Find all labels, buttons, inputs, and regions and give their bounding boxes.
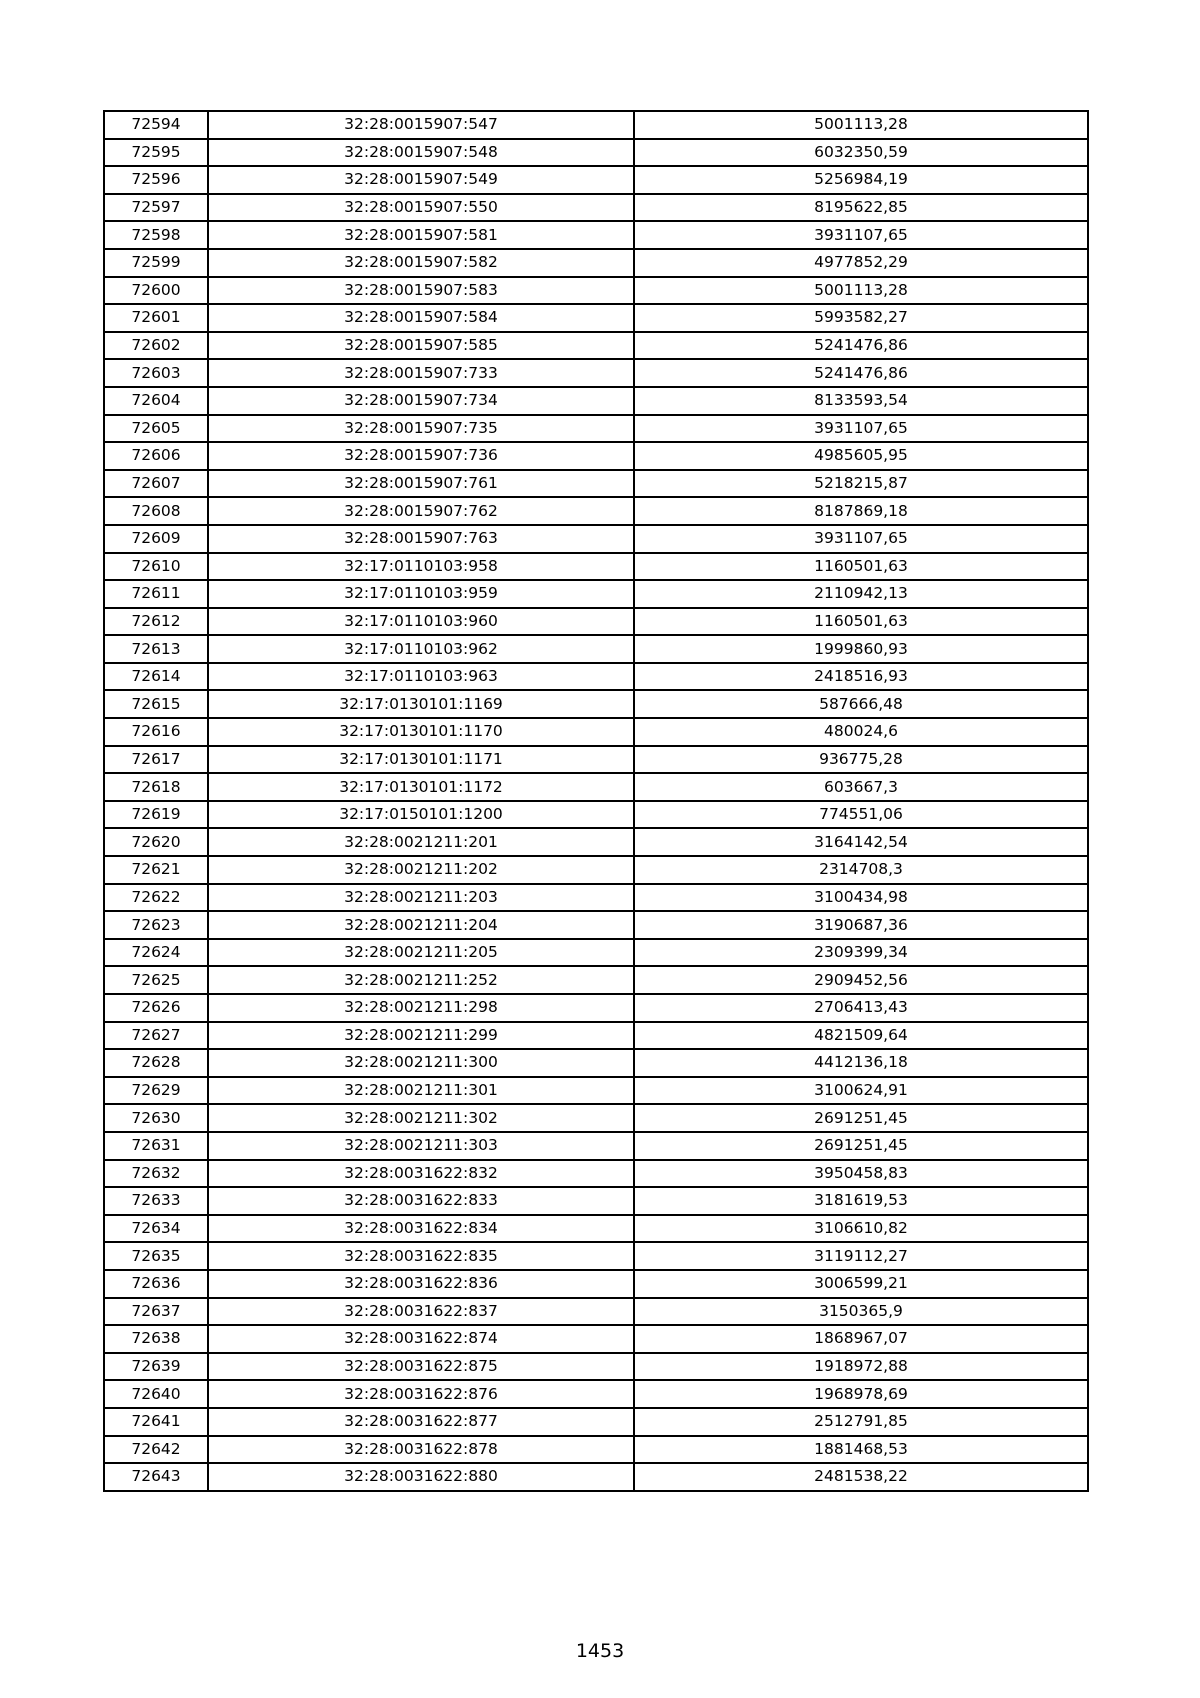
cadastral-value-cell: 1868967,07 xyxy=(634,1325,1088,1353)
table-row xyxy=(104,690,1088,718)
table-row xyxy=(104,1104,1088,1132)
cadastral-value-cell: 4412136,18 xyxy=(634,1049,1088,1077)
table-row xyxy=(104,1160,1088,1188)
cadastral-number-cell: 32:28:0031622:876 xyxy=(208,1380,634,1408)
table-row xyxy=(104,1270,1088,1298)
cadastral-number-cell: 32:28:0015907:550 xyxy=(208,194,634,222)
cadastral-value-cell: 2691251,45 xyxy=(634,1132,1088,1160)
row-number-cell: 72609 xyxy=(104,525,208,553)
row-number-cell: 72621 xyxy=(104,856,208,884)
cadastral-value-cell: 5993582,27 xyxy=(634,304,1088,332)
row-number-cell: 72629 xyxy=(104,1077,208,1105)
cadastral-number-cell: 32:28:0031622:834 xyxy=(208,1215,634,1243)
row-number-cell: 72638 xyxy=(104,1325,208,1353)
cadastral-number-cell: 32:17:0150101:1200 xyxy=(208,801,634,829)
row-number-cell: 72636 xyxy=(104,1270,208,1298)
cadastral-value-cell: 2110942,13 xyxy=(634,580,1088,608)
cadastral-value-cell: 3181619,53 xyxy=(634,1187,1088,1215)
cadastral-number-cell: 32:17:0130101:1172 xyxy=(208,773,634,801)
cadastral-number-cell: 32:28:0031622:835 xyxy=(208,1242,634,1270)
row-number-cell: 72643 xyxy=(104,1463,208,1491)
table-row xyxy=(104,1215,1088,1243)
row-number-cell: 72595 xyxy=(104,139,208,167)
cadastral-value-cell: 3931107,65 xyxy=(634,221,1088,249)
cadastral-number-cell: 32:17:0130101:1169 xyxy=(208,690,634,718)
cadastral-number-cell: 32:28:0031622:837 xyxy=(208,1298,634,1326)
cadastral-number-cell: 32:28:0031622:878 xyxy=(208,1436,634,1464)
cadastral-value-cell: 8195622,85 xyxy=(634,194,1088,222)
cadastral-number-cell: 32:17:0130101:1170 xyxy=(208,718,634,746)
table-row xyxy=(104,1298,1088,1326)
cadastral-number-cell: 32:28:0021211:203 xyxy=(208,884,634,912)
cadastral-number-cell: 32:17:0110103:962 xyxy=(208,635,634,663)
table-row xyxy=(104,801,1088,829)
row-number-cell: 72598 xyxy=(104,221,208,249)
cadastral-value-cell: 4821509,64 xyxy=(634,1022,1088,1050)
cadastral-number-cell: 32:28:0015907:583 xyxy=(208,277,634,305)
row-number-cell: 72607 xyxy=(104,470,208,498)
cadastral-value-cell: 5241476,86 xyxy=(634,332,1088,360)
row-number-cell: 72599 xyxy=(104,249,208,277)
cadastral-number-cell: 32:28:0015907:584 xyxy=(208,304,634,332)
cadastral-number-cell: 32:28:0031622:833 xyxy=(208,1187,634,1215)
cadastral-value-cell: 8187869,18 xyxy=(634,497,1088,525)
table-row xyxy=(104,1242,1088,1270)
row-number-cell: 72608 xyxy=(104,497,208,525)
cadastral-number-cell: 32:28:0015907:734 xyxy=(208,387,634,415)
cadastral-number-cell: 32:28:0015907:582 xyxy=(208,249,634,277)
cadastral-value-cell: 3100434,98 xyxy=(634,884,1088,912)
table-row xyxy=(104,718,1088,746)
cadastral-number-cell: 32:28:0021211:298 xyxy=(208,994,634,1022)
row-number-cell: 72605 xyxy=(104,415,208,443)
cadastral-number-cell: 32:28:0015907:547 xyxy=(208,111,634,139)
cadastral-number-cell: 32:17:0110103:958 xyxy=(208,553,634,581)
table-row xyxy=(104,911,1088,939)
table-row xyxy=(104,166,1088,194)
cadastral-value-cell: 3931107,65 xyxy=(634,415,1088,443)
table-row xyxy=(104,359,1088,387)
row-number-cell: 72622 xyxy=(104,884,208,912)
cadastral-value-cell: 480024,6 xyxy=(634,718,1088,746)
cadastral-value-cell: 1160501,63 xyxy=(634,553,1088,581)
table-row xyxy=(104,828,1088,856)
cadastral-value-cell: 4977852,29 xyxy=(634,249,1088,277)
table-row xyxy=(104,304,1088,332)
row-number-cell: 72635 xyxy=(104,1242,208,1270)
cadastral-number-cell: 32:28:0021211:303 xyxy=(208,1132,634,1160)
table-row xyxy=(104,1380,1088,1408)
row-number-cell: 72601 xyxy=(104,304,208,332)
cadastral-number-cell: 32:17:0110103:959 xyxy=(208,580,634,608)
row-number-cell: 72628 xyxy=(104,1049,208,1077)
row-number-cell: 72633 xyxy=(104,1187,208,1215)
cadastral-number-cell: 32:28:0031622:875 xyxy=(208,1353,634,1381)
cadastral-number-cell: 32:28:0015907:733 xyxy=(208,359,634,387)
table-row xyxy=(104,194,1088,222)
cadastral-value-cell: 1918972,88 xyxy=(634,1353,1088,1381)
cadastral-number-cell: 32:28:0015907:585 xyxy=(208,332,634,360)
page-number: 1453 xyxy=(575,1640,625,1662)
cadastral-number-cell: 32:28:0015907:736 xyxy=(208,442,634,470)
table-row xyxy=(104,470,1088,498)
table-row xyxy=(104,1187,1088,1215)
row-number-cell: 72623 xyxy=(104,911,208,939)
cadastral-number-cell: 32:28:0031622:880 xyxy=(208,1463,634,1491)
cadastral-number-cell: 32:28:0021211:204 xyxy=(208,911,634,939)
row-number-cell: 72597 xyxy=(104,194,208,222)
table-row xyxy=(104,1353,1088,1381)
cadastral-value-cell: 3100624,91 xyxy=(634,1077,1088,1105)
cadastral-value-cell: 774551,06 xyxy=(634,801,1088,829)
table-row xyxy=(104,139,1088,167)
row-number-cell: 72616 xyxy=(104,718,208,746)
table-row xyxy=(104,746,1088,774)
row-number-cell: 72625 xyxy=(104,966,208,994)
row-number-cell: 72634 xyxy=(104,1215,208,1243)
table-row xyxy=(104,1132,1088,1160)
cadastral-value-cell: 2706413,43 xyxy=(634,994,1088,1022)
cadastral-number-cell: 32:28:0015907:548 xyxy=(208,139,634,167)
row-number-cell: 72631 xyxy=(104,1132,208,1160)
cadastral-value-cell: 5001113,28 xyxy=(634,111,1088,139)
row-number-cell: 72596 xyxy=(104,166,208,194)
table-row xyxy=(104,497,1088,525)
row-number-cell: 72641 xyxy=(104,1408,208,1436)
cadastral-value-cell: 2909452,56 xyxy=(634,966,1088,994)
table-row xyxy=(104,387,1088,415)
cadastral-value-cell: 2309399,34 xyxy=(634,939,1088,967)
cadastral-value-table xyxy=(103,110,1089,1492)
cadastral-value-cell: 3106610,82 xyxy=(634,1215,1088,1243)
table-row xyxy=(104,1408,1088,1436)
cadastral-number-cell: 32:28:0021211:302 xyxy=(208,1104,634,1132)
table-row xyxy=(104,415,1088,443)
cadastral-value-cell: 1999860,93 xyxy=(634,635,1088,663)
table-row xyxy=(104,966,1088,994)
row-number-cell: 72627 xyxy=(104,1022,208,1050)
row-number-cell: 72614 xyxy=(104,663,208,691)
table-row xyxy=(104,939,1088,967)
cadastral-value-cell: 603667,3 xyxy=(634,773,1088,801)
row-number-cell: 72594 xyxy=(104,111,208,139)
table-row xyxy=(104,663,1088,691)
row-number-cell: 72640 xyxy=(104,1380,208,1408)
cadastral-value-cell: 2512791,85 xyxy=(634,1408,1088,1436)
cadastral-value-cell: 5256984,19 xyxy=(634,166,1088,194)
cadastral-value-cell: 3164142,54 xyxy=(634,828,1088,856)
row-number-cell: 72613 xyxy=(104,635,208,663)
table-row xyxy=(104,249,1088,277)
row-number-cell: 72606 xyxy=(104,442,208,470)
table-row xyxy=(104,442,1088,470)
cadastral-number-cell: 32:28:0031622:836 xyxy=(208,1270,634,1298)
cadastral-value-cell: 1881468,53 xyxy=(634,1436,1088,1464)
cadastral-value-cell: 587666,48 xyxy=(634,690,1088,718)
cadastral-value-cell: 936775,28 xyxy=(634,746,1088,774)
cadastral-number-cell: 32:28:0015907:549 xyxy=(208,166,634,194)
table-row xyxy=(104,111,1088,139)
cadastral-number-cell: 32:28:0015907:761 xyxy=(208,470,634,498)
cadastral-value-cell: 2314708,3 xyxy=(634,856,1088,884)
cadastral-number-cell: 32:28:0021211:299 xyxy=(208,1022,634,1050)
row-number-cell: 72626 xyxy=(104,994,208,1022)
table-row xyxy=(104,1077,1088,1105)
table-row xyxy=(104,1463,1088,1491)
row-number-cell: 72618 xyxy=(104,773,208,801)
table-row xyxy=(104,1049,1088,1077)
cadastral-value-cell: 3190687,36 xyxy=(634,911,1088,939)
row-number-cell: 72619 xyxy=(104,801,208,829)
row-number-cell: 72612 xyxy=(104,608,208,636)
cadastral-number-cell: 32:28:0015907:581 xyxy=(208,221,634,249)
cadastral-value-cell: 5241476,86 xyxy=(634,359,1088,387)
row-number-cell: 72639 xyxy=(104,1353,208,1381)
cadastral-value-cell: 2481538,22 xyxy=(634,1463,1088,1491)
cadastral-number-cell: 32:28:0015907:762 xyxy=(208,497,634,525)
cadastral-value-cell: 1160501,63 xyxy=(634,608,1088,636)
cadastral-value-cell: 2418516,93 xyxy=(634,663,1088,691)
table-row xyxy=(104,608,1088,636)
cadastral-number-cell: 32:28:0031622:877 xyxy=(208,1408,634,1436)
cadastral-value-cell: 1968978,69 xyxy=(634,1380,1088,1408)
row-number-cell: 72604 xyxy=(104,387,208,415)
cadastral-number-cell: 32:28:0021211:201 xyxy=(208,828,634,856)
table-row xyxy=(104,221,1088,249)
cadastral-value-cell: 3950458,83 xyxy=(634,1160,1088,1188)
row-number-cell: 72632 xyxy=(104,1160,208,1188)
cadastral-value-cell: 2691251,45 xyxy=(634,1104,1088,1132)
row-number-cell: 72610 xyxy=(104,553,208,581)
cadastral-number-cell: 32:28:0021211:300 xyxy=(208,1049,634,1077)
cadastral-number-cell: 32:17:0110103:960 xyxy=(208,608,634,636)
cadastral-value-cell: 3119112,27 xyxy=(634,1242,1088,1270)
table-body xyxy=(104,111,1088,1491)
row-number-cell: 72630 xyxy=(104,1104,208,1132)
table-row xyxy=(104,553,1088,581)
table-row xyxy=(104,635,1088,663)
table-row xyxy=(104,525,1088,553)
cadastral-value-cell: 3150365,9 xyxy=(634,1298,1088,1326)
table-row xyxy=(104,773,1088,801)
cadastral-number-cell: 32:28:0021211:205 xyxy=(208,939,634,967)
cadastral-value-cell: 8133593,54 xyxy=(634,387,1088,415)
row-number-cell: 72600 xyxy=(104,277,208,305)
row-number-cell: 72615 xyxy=(104,690,208,718)
row-number-cell: 72620 xyxy=(104,828,208,856)
table-row xyxy=(104,277,1088,305)
table-row xyxy=(104,994,1088,1022)
cadastral-number-cell: 32:28:0021211:301 xyxy=(208,1077,634,1105)
cadastral-number-cell: 32:28:0031622:832 xyxy=(208,1160,634,1188)
cadastral-value-cell: 3006599,21 xyxy=(634,1270,1088,1298)
cadastral-value-cell: 5218215,87 xyxy=(634,470,1088,498)
row-number-cell: 72617 xyxy=(104,746,208,774)
row-number-cell: 72602 xyxy=(104,332,208,360)
cadastral-value-cell: 5001113,28 xyxy=(634,277,1088,305)
table-row xyxy=(104,884,1088,912)
table-row xyxy=(104,856,1088,884)
table-row xyxy=(104,1325,1088,1353)
cadastral-number-cell: 32:28:0021211:252 xyxy=(208,966,634,994)
cadastral-number-cell: 32:17:0110103:963 xyxy=(208,663,634,691)
row-number-cell: 72624 xyxy=(104,939,208,967)
cadastral-number-cell: 32:28:0015907:735 xyxy=(208,415,634,443)
row-number-cell: 72611 xyxy=(104,580,208,608)
row-number-cell: 72642 xyxy=(104,1436,208,1464)
row-number-cell: 72603 xyxy=(104,359,208,387)
table-row xyxy=(104,580,1088,608)
cadastral-value-cell: 3931107,65 xyxy=(634,525,1088,553)
cadastral-value-cell: 6032350,59 xyxy=(634,139,1088,167)
table-row xyxy=(104,332,1088,360)
table-row xyxy=(104,1022,1088,1050)
cadastral-number-cell: 32:28:0021211:202 xyxy=(208,856,634,884)
cadastral-value-cell: 4985605,95 xyxy=(634,442,1088,470)
cadastral-number-cell: 32:28:0015907:763 xyxy=(208,525,634,553)
table-row xyxy=(104,1436,1088,1464)
cadastral-number-cell: 32:28:0031622:874 xyxy=(208,1325,634,1353)
row-number-cell: 72637 xyxy=(104,1298,208,1326)
cadastral-number-cell: 32:17:0130101:1171 xyxy=(208,746,634,774)
